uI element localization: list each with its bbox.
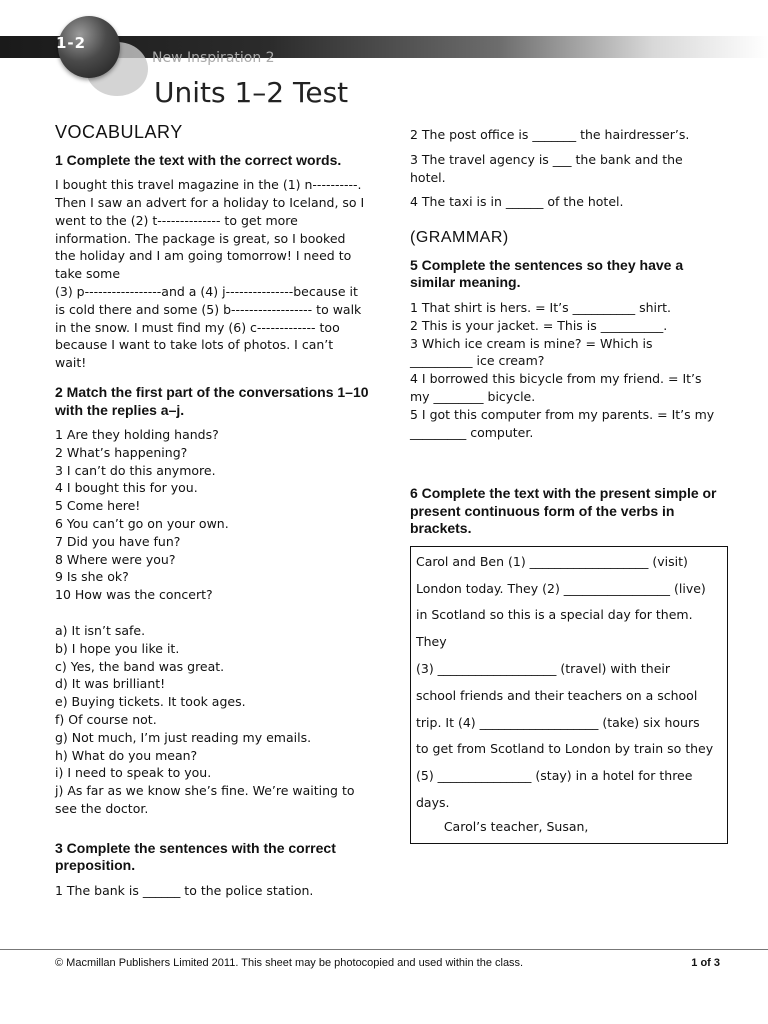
list-item: 4 I borrowed this bicycle from my friend. = It’s	[410, 371, 702, 387]
list-item: h) What do you mean?	[55, 747, 198, 763]
list-item: 10 How was the concert?	[55, 587, 213, 603]
list-item: 2 The post office is _______ the hairdresser’s.	[410, 127, 690, 142]
text-line: I bought this travel magazine in the (1) n----------.	[55, 177, 362, 193]
list-item: e) Buying tickets. It took ages.	[55, 694, 246, 710]
text-line: days.	[416, 795, 450, 811]
text-line: because I want to take lots of photos. I can’t	[55, 337, 334, 353]
list-item: 3 Which ice cream is mine? = Which is	[410, 335, 653, 351]
exercise-3-heading: 3 Complete the sentences with the correct preposition.	[55, 839, 336, 874]
text-line: went to the (2) t-------------- to get more	[55, 212, 298, 228]
list-item: 6 You can’t go on your own.	[55, 516, 229, 532]
list-item: 2 What’s happening?	[55, 444, 188, 460]
unit-number: 1-2	[56, 34, 87, 52]
list-item: j) As far as we know she’s fine. We’re waiting to	[55, 783, 355, 799]
text-line: is cold there and some (5) b------------------ to walk	[55, 301, 362, 317]
text-line: Carol and Ben (1) ___________________ (visit)	[416, 553, 688, 569]
text-line: wait!	[55, 355, 87, 371]
list-item: 1 That shirt is hers. = It’s __________ shirt.	[410, 299, 671, 315]
list-item: g) Not much, I’m just reading my emails.	[55, 729, 312, 745]
text-line: information. The package is great, so I booked	[55, 230, 346, 246]
list-item: f) Of course not.	[55, 712, 157, 728]
text-line: school friends and their teachers on a school	[416, 687, 698, 703]
list-item: see the doctor.	[55, 801, 149, 816]
list-item: my ________ bicycle.	[410, 388, 536, 404]
list-item: 5 Come here!	[55, 498, 141, 514]
list-item: 2 This is your jacket. = This is __________.	[410, 317, 668, 333]
left-column	[55, 124, 373, 900]
exercise-1-heading: 1 Complete the text with the correct words.	[55, 151, 342, 168]
list-item: __________ ice cream?	[410, 353, 545, 369]
exercise-1-text	[55, 176, 373, 372]
list-item: 7 Did you have fun?	[55, 533, 181, 549]
text-line: Then I saw an advert for a holiday to Iceland, so I	[55, 195, 365, 211]
text-line: in Scotland so this is a special day for them. They	[416, 607, 693, 650]
text-line: (3) ___________________ (travel) with their	[416, 661, 671, 677]
text-line: trip. It (4) ___________________ (take) six hours	[416, 714, 700, 730]
text-line: in the snow. I must find my (6) c------------- too	[55, 319, 340, 335]
list-item: 8 Where were you?	[55, 551, 176, 567]
text-line: London today. They (2) _________________ (live)	[416, 580, 706, 596]
list-item: 3 I can’t do this anymore.	[55, 462, 216, 478]
list-item: a) It isn’t safe.	[55, 623, 146, 639]
list-item: 3 The travel agency is ___ the bank and the	[410, 151, 683, 167]
list-item: hotel.	[410, 169, 446, 185]
exercise-2-heading: 2 Match the first part of the conversations 1–10 with the replies a–j.	[55, 384, 369, 418]
list-item: _________ computer.	[410, 424, 534, 440]
text-line: Carol’s teacher, Susan,	[416, 818, 589, 834]
list-item: i) I need to speak to you.	[55, 765, 212, 781]
list-item: c) Yes, the band was great.	[55, 658, 225, 674]
exercise-2-questions	[55, 426, 373, 604]
list-item: 5 I got this computer from my parents. = It’s my	[410, 406, 715, 422]
text-line: to get from Scotland to London by train so they	[416, 741, 714, 757]
list-item: b) I hope you like it.	[55, 640, 180, 656]
section-title-vocabulary: VOCABULARY	[55, 122, 183, 142]
list-item: 1 The bank is ______ to the police station.	[55, 882, 314, 898]
page-number: 1 of 3	[691, 957, 720, 969]
right-column	[410, 126, 728, 844]
exercise-6-heading: 6 Complete the text with the present simple or present continuous form of the verbs in brackets.	[410, 485, 717, 537]
exercise-6-text-box	[410, 546, 728, 844]
exercise-2-replies	[55, 622, 373, 818]
list-item: 1 Are they holding hands?	[55, 427, 219, 443]
footer-divider	[0, 949, 768, 950]
page-title: Units 1–2 Test	[154, 76, 349, 109]
list-item: 4 The taxi is in ______ of the hotel.	[410, 194, 624, 210]
exercise-5-items	[410, 299, 728, 441]
series-name: New Inspiration 2	[152, 50, 275, 66]
section-title-grammar: (GRAMMAR)	[410, 229, 509, 247]
list-item: 9 Is she ok?	[55, 569, 129, 585]
list-item: 4 I bought this for you.	[55, 480, 198, 496]
text-line: (5) _______________ (stay) in a hotel for three	[416, 768, 693, 784]
exercise-5-heading: 5 Complete the sentences so they have a similar meaning.	[410, 256, 684, 291]
text-line: the holiday and I am going tomorrow! I need to	[55, 248, 352, 264]
text-line: take some	[55, 266, 121, 282]
list-item: d) It was brilliant!	[55, 676, 166, 692]
copyright-text: © Macmillan Publishers Limited 2011. This sheet may be photocopied and used within the class.	[55, 957, 524, 969]
text-line: (3) p-----------------and a (4) j---------------because it	[55, 284, 358, 300]
footer	[55, 957, 720, 969]
